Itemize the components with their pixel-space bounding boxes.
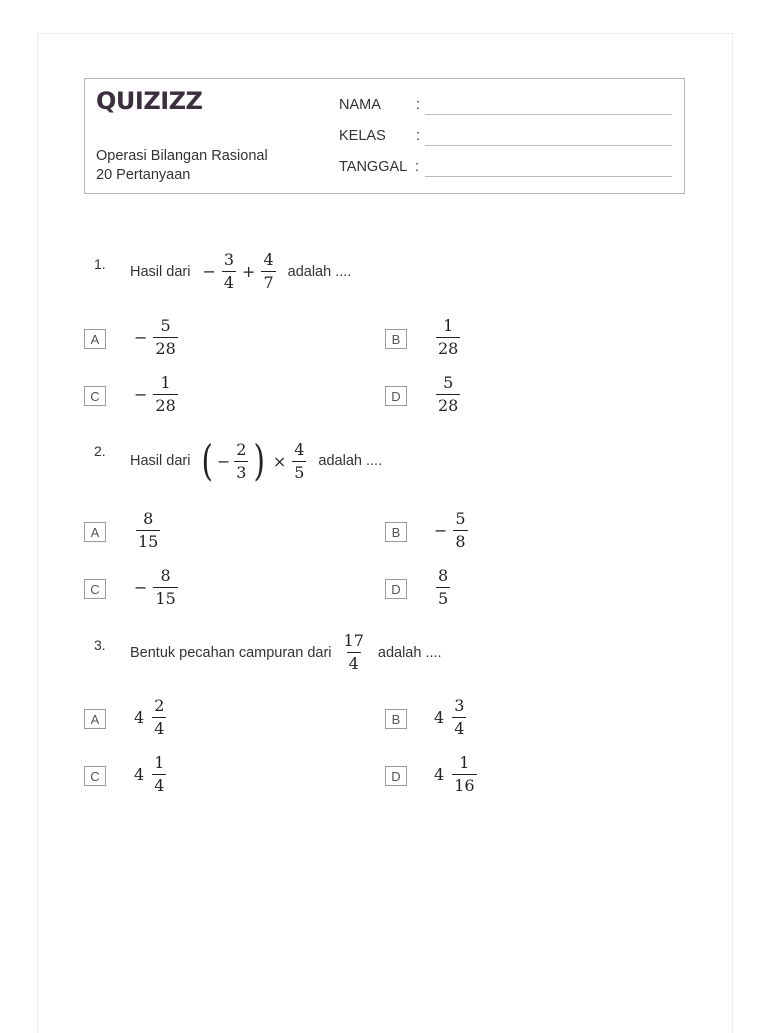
option-c-value xyxy=(134,755,168,794)
operator: × xyxy=(272,451,287,471)
class-label: KELAS xyxy=(339,128,386,144)
option-d-value xyxy=(434,375,462,414)
denominator: 15 xyxy=(155,589,176,608)
date-line xyxy=(425,176,672,177)
minus-sign: − xyxy=(216,451,231,471)
option-c-value xyxy=(134,568,180,607)
numerator: 4 xyxy=(263,250,274,269)
fraction xyxy=(342,633,366,672)
right-paren: ) xyxy=(253,436,266,485)
denominator: 4 xyxy=(348,654,359,673)
option-b-box[interactable]: B xyxy=(385,522,407,542)
whole-number: 4 xyxy=(134,708,145,727)
fraction xyxy=(153,375,177,414)
question-count: 20 Pertanyaan xyxy=(96,167,191,183)
worksheet-header xyxy=(84,78,685,194)
numerator: 2 xyxy=(236,439,247,459)
option-a-value xyxy=(134,698,168,737)
whole-number: 4 xyxy=(434,765,445,784)
date-label: TANGGAL xyxy=(339,159,408,175)
option-a-box[interactable]: A xyxy=(84,522,106,542)
denominator: 4 xyxy=(154,719,165,738)
denominator: 4 xyxy=(223,273,235,292)
fraction xyxy=(222,252,236,291)
option-b-box[interactable]: B xyxy=(385,329,407,349)
question-1-prefix: Hasil dari xyxy=(130,263,191,280)
fraction xyxy=(136,511,160,550)
question-2-number: 2. xyxy=(94,443,106,459)
question-2-text xyxy=(130,436,383,485)
fraction xyxy=(436,375,460,414)
option-a-value xyxy=(134,511,162,550)
option-d-box[interactable]: D xyxy=(385,386,407,406)
option-b-value xyxy=(434,698,468,737)
numerator: 3 xyxy=(454,696,465,715)
option-a-value xyxy=(134,318,180,357)
minus-sign: − xyxy=(134,328,148,347)
denominator: 4 xyxy=(454,719,465,738)
numerator: 4 xyxy=(294,439,305,459)
question-1-suffix: adalah .... xyxy=(287,263,352,280)
fraction xyxy=(152,698,166,737)
option-d-value xyxy=(434,568,452,607)
denominator: 5 xyxy=(294,462,305,482)
question-1-number: 1. xyxy=(94,256,106,272)
numerator: 1 xyxy=(160,373,171,392)
option-c-box[interactable]: C xyxy=(84,386,106,406)
option-b-value xyxy=(434,511,470,550)
denominator: 7 xyxy=(263,273,274,292)
numerator: 5 xyxy=(160,316,171,335)
fraction xyxy=(453,511,467,550)
fraction xyxy=(153,318,177,357)
option-c-box[interactable]: C xyxy=(84,579,106,599)
denominator: 15 xyxy=(138,532,159,551)
question-2-suffix: adalah .... xyxy=(318,453,383,469)
fraction xyxy=(292,439,306,482)
denominator: 8 xyxy=(455,532,466,551)
fraction xyxy=(452,755,476,794)
minus-sign: − xyxy=(434,521,448,540)
question-2-prefix: Hasil dari xyxy=(130,453,191,469)
minus-sign: − xyxy=(134,385,148,404)
option-d-box[interactable]: D xyxy=(385,766,407,786)
numerator: 17 xyxy=(343,631,364,650)
numerator: 1 xyxy=(459,753,470,772)
name-line xyxy=(425,114,672,115)
denominator: 4 xyxy=(154,776,165,795)
numerator: 8 xyxy=(160,566,171,585)
date-colon: : xyxy=(415,159,420,175)
numerator: 5 xyxy=(443,373,454,392)
denominator: 16 xyxy=(454,776,475,795)
numerator: 8 xyxy=(143,509,154,528)
option-d-box[interactable]: D xyxy=(385,579,407,599)
question-3-prefix: Bentuk pecahan campuran dari xyxy=(130,644,332,661)
denominator: 28 xyxy=(155,396,176,415)
question-3-number: 3. xyxy=(94,637,106,653)
minus-sign: − xyxy=(202,262,216,281)
option-a-box[interactable]: A xyxy=(84,329,106,349)
question-2-expression xyxy=(198,436,308,485)
denominator: 5 xyxy=(438,589,449,608)
numerator: 2 xyxy=(154,696,165,715)
question-3-text xyxy=(130,633,442,672)
question-3-expression xyxy=(340,633,368,672)
name-colon: : xyxy=(416,97,421,113)
option-b-value xyxy=(434,318,462,357)
left-paren: ( xyxy=(201,436,214,485)
numerator: 1 xyxy=(154,753,165,772)
question-1-expression xyxy=(198,252,277,291)
option-c-box[interactable]: C xyxy=(84,766,106,786)
option-a-box[interactable]: A xyxy=(84,709,106,729)
option-d-value xyxy=(434,755,479,794)
fraction xyxy=(153,568,177,607)
fraction xyxy=(436,318,460,357)
class-colon: : xyxy=(416,128,421,144)
fraction xyxy=(452,698,466,737)
question-1-text xyxy=(130,252,351,291)
numerator: 8 xyxy=(438,566,449,585)
denominator: 28 xyxy=(438,339,459,358)
quiz-title: Operasi Bilangan Rasional xyxy=(96,148,268,164)
operator: + xyxy=(242,262,256,281)
minus-sign: − xyxy=(134,578,148,597)
fraction xyxy=(436,568,450,607)
denominator: 28 xyxy=(438,396,459,415)
whole-number: 4 xyxy=(134,765,145,784)
question-3-suffix: adalah .... xyxy=(377,644,442,661)
whole-number: 4 xyxy=(434,708,445,727)
denominator: 28 xyxy=(155,339,176,358)
quizizz-logo: QUIZIZZ xyxy=(96,87,203,115)
option-c-value xyxy=(134,375,180,414)
name-label: NAMA xyxy=(339,97,381,113)
denominator: 3 xyxy=(236,462,247,482)
numerator: 3 xyxy=(223,250,235,269)
fraction xyxy=(261,252,275,291)
option-b-box[interactable]: B xyxy=(385,709,407,729)
numerator: 1 xyxy=(443,316,454,335)
fraction xyxy=(234,439,248,482)
fraction xyxy=(152,755,166,794)
numerator: 5 xyxy=(455,509,466,528)
class-line xyxy=(425,145,672,146)
